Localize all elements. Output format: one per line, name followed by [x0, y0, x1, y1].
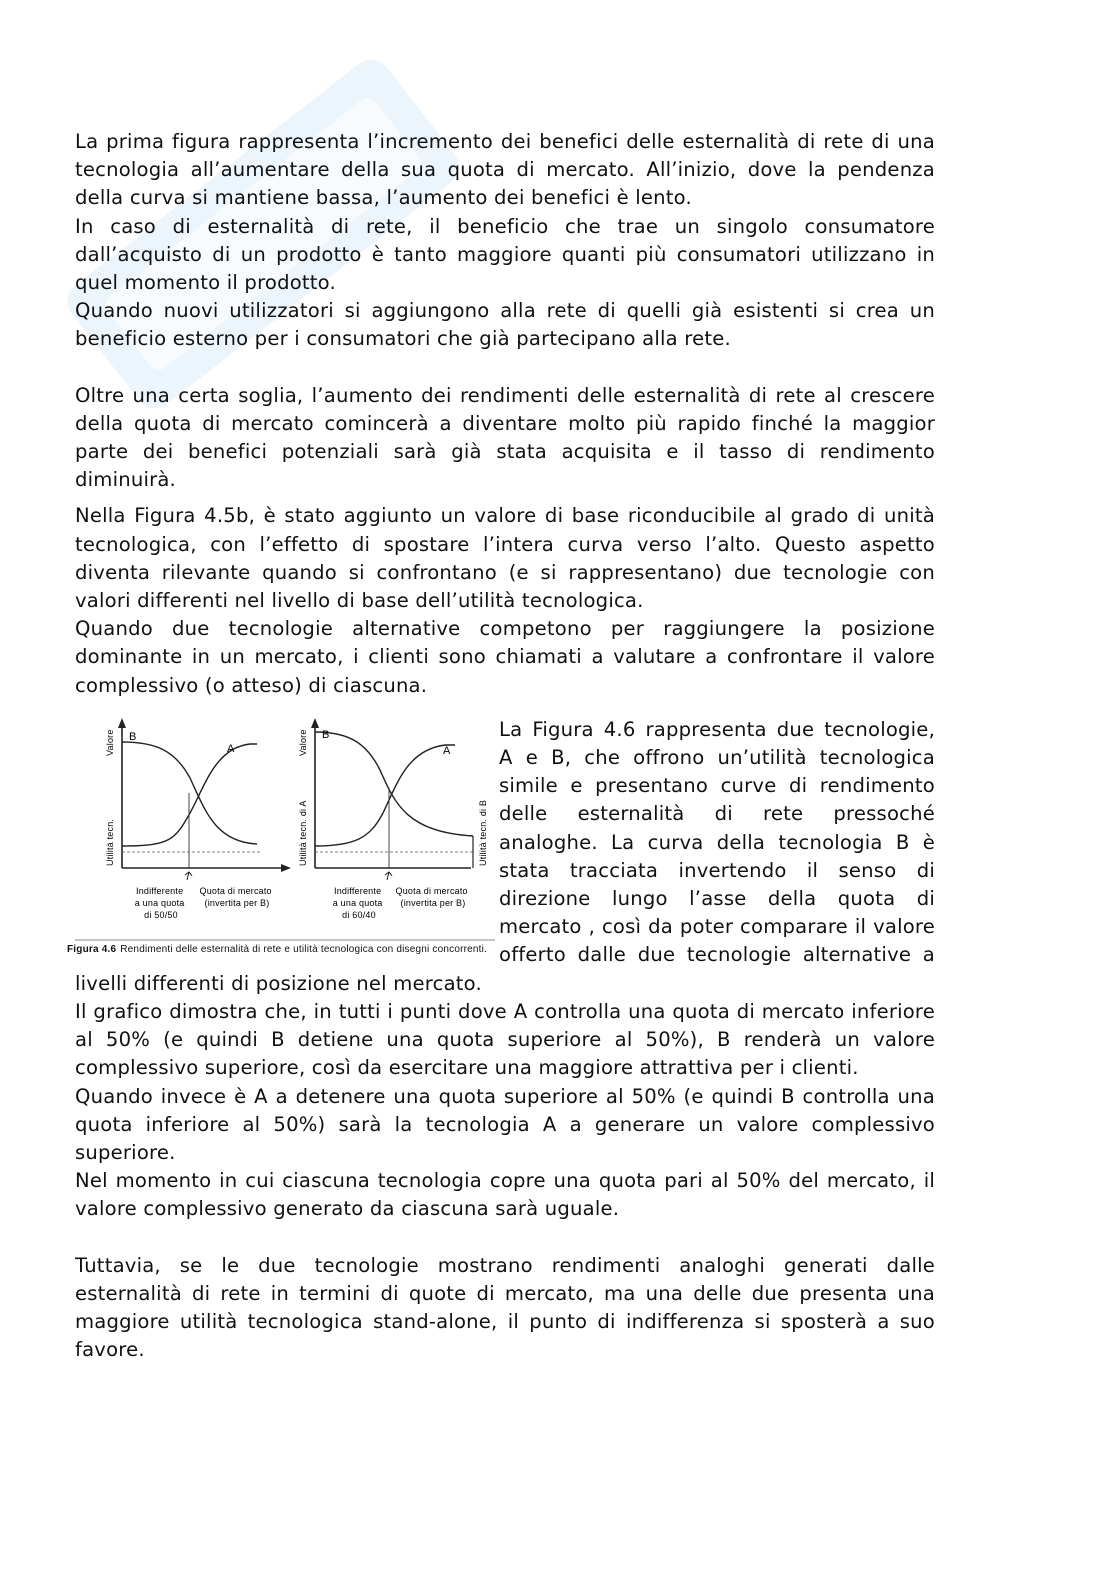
curve-a — [315, 745, 455, 846]
y-label-utility: Utilità tecn. — [105, 818, 115, 866]
x-label-indifference: Indifferente a una quota di 50/50 — [134, 885, 185, 920]
figure-4-6 — [67, 718, 495, 966]
curve-b-label: B — [322, 728, 330, 741]
y-axis-arrow — [311, 718, 319, 728]
pointer-arrow-icon — [385, 872, 392, 880]
document-page — [67, 128, 935, 1364]
paragraph: Quando due tecnologie alternative competono per raggiungere la posizione dominante in un mercato, i clienti sono chiamati a valutare a confrontare il valore complessivo (o atteso) di ciascuna. — [75, 617, 935, 697]
x-label-market-share: Quota di mercato (invertita per B) — [395, 885, 468, 908]
y-label-value: Valore — [105, 729, 115, 756]
figure-caption-text: Rendimenti delle esternalità di rete e utilità tecnologica con disegni concorrenti. — [120, 943, 488, 955]
y-axis-arrow — [118, 718, 126, 728]
x-axis-arrow — [281, 864, 291, 872]
graph-left — [105, 718, 291, 920]
paragraph: In caso di esternalità di rete, il beneficio che trae un singolo consumatore dall’acquisto di un prodotto è tanto maggiore quanti più consumatori utilizzano in quel momento il prodotto. — [75, 214, 935, 295]
figure-block — [67, 716, 935, 998]
figure-caption — [67, 944, 497, 956]
paragraph: Nella Figura 4.5b, è stato aggiunto un valore di base riconducibile al grado di unità tecnologica, con l’effetto di spostare l’intera curva verso l’alto. Questo aspetto diventa rilevante quando si confrontano (e si rappresentano) due tecnologie con valori differenti nel livello di base dell’utilità tecnologica. — [75, 504, 935, 613]
pointer-arrow-icon — [185, 872, 192, 880]
paragraph: Il grafico dimostra che, in tutti i punti dove A controlla una quota di mercato inferiore al 50% (e quindi B detiene una quota superiore al 50%), B renderà un valore complessivo superiore, così da esercitare una maggiore attrattiva per i clienti. — [75, 999, 935, 1080]
paragraph: Oltre una certa soglia, l’aumento dei rendimenti delle esternalità di rete al crescere della quota di mercato comincerà a diventare molto più rapido finché la maggior parte dei benefici potenziali sarà già stata acquisita e il tasso di rendimento diminuirà. — [75, 383, 935, 492]
paragraph: La prima figura rappresenta l’incremento dei benefici delle esternalità di rete di una tecnologia all’aumentare della sua quota di mercato. All’inizio, dove la pendenza della curva si mantiene bassa, l’aumento dei benefici è lento. — [75, 130, 935, 210]
y-label-utility-b: Utilità tecn. di B — [478, 799, 488, 866]
y-label-value: Valore — [298, 729, 308, 756]
curve-b — [122, 742, 257, 844]
x-label-market-share: Quota di mercato (invertita per B) — [199, 885, 272, 908]
paragraph: Nel momento in cui ciascuna tecnologia copre una quota pari al 50% del mercato, il valore complessivo generato da ciascuna sarà uguale. — [75, 1169, 935, 1221]
curve-b-label: B — [129, 730, 137, 743]
graph-right — [298, 718, 488, 920]
curve-a-label: A — [443, 744, 451, 757]
paragraph-figure-description: La Figura 4.6 rappresenta due tecnologie, A e B, che offrono un’utilità tecnologica simile e presentano curve di rendimento delle esternalità di rete pressoché analoghe. La curva della tecnologia B è stata tracciata invertendo il senso di direzione lungo l’asse della quota di mercato , così da poter comparare il valore offerto dalle due tecnologie alternative a livelli differenti di posizione nel mercato. — [75, 717, 935, 995]
figure-number: Figura 4.6 — [67, 943, 117, 955]
x-label-indifference: Indifferente a una quota di 60/40 — [332, 885, 383, 920]
figure-graphs — [75, 718, 495, 944]
curve-a-label: A — [227, 742, 235, 755]
paragraph: Quando nuovi utilizzatori si aggiungono alla rete di quelli già esistenti si crea un beneficio esterno per i consumatori che già partecipano alla rete. — [75, 299, 935, 351]
paragraph: Tuttavia, se le due tecnologie mostrano rendimenti analoghi generati dalle esternalità di rete in termini di quote di mercato, ma una delle due presenta una maggiore utilità tecnologica stand-alone, il punto di indifferenza si sposterà a suo favore. — [75, 1253, 935, 1362]
y-label-utility-a: Utilità tecn. di A — [298, 800, 308, 866]
paragraph: Quando invece è A a detenere una quota superiore al 50% (e quindi B controlla una quota inferiore al 50%) sarà la tecnologia A a generare un valore complessivo superiore. — [75, 1084, 935, 1164]
curve-a — [122, 744, 257, 846]
